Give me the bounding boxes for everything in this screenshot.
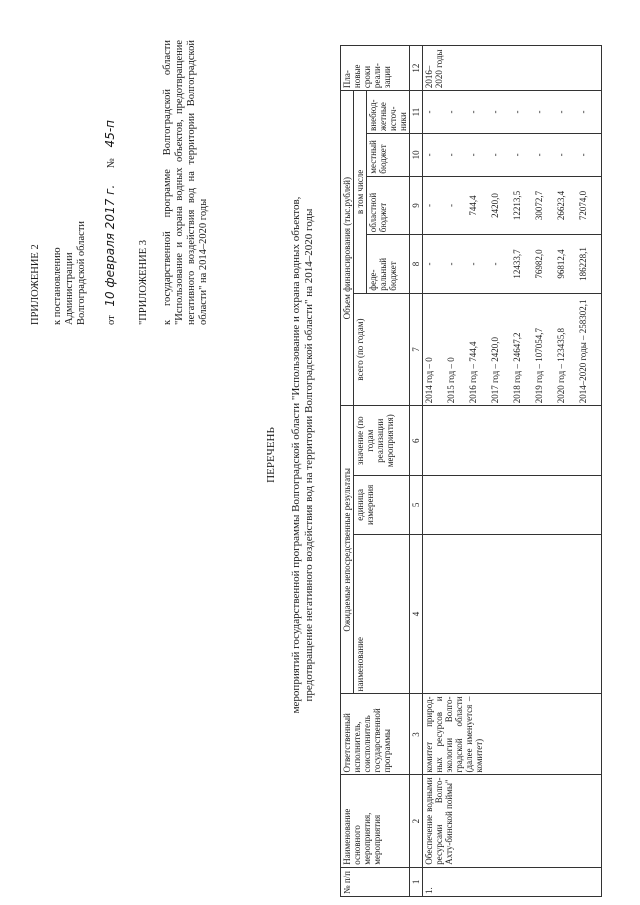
row-federal (423, 235, 602, 294)
regional-value: 12213,5 (512, 190, 522, 221)
local-value: - (424, 153, 434, 157)
local-value: - (446, 153, 456, 157)
hdr-num: № п/п (341, 867, 410, 896)
col-number: 8 (410, 235, 423, 294)
regional-value: - (446, 203, 456, 207)
federal-value: - (490, 262, 500, 266)
appendix3-title: "ПРИЛОЖЕНИЕ 3 (138, 239, 149, 325)
regional-value: 72074,0 (578, 190, 588, 221)
regional-value: 2420,0 (490, 193, 500, 218)
local-value: - (490, 153, 500, 157)
appendix-line1: к постановлению (52, 247, 63, 325)
date-value: 10 февраля 2017 г. (103, 184, 117, 307)
off-value: - (534, 110, 544, 114)
hdr-name: Наименование основного мероприятия, мероприятия (341, 775, 410, 867)
col-number: 3 (410, 694, 423, 775)
heading-line1: мероприятий государственной программы Волгоградской области "Использование и охрана водных объектов, (290, 196, 302, 714)
off-value: - (468, 110, 478, 114)
col-number: 4 (410, 534, 423, 694)
appendix-line2: Администрации (64, 252, 75, 325)
hdr-including: в том числе (354, 91, 367, 294)
local-value: - (556, 153, 566, 157)
col-number: 1 (410, 867, 423, 896)
total-line: 2014–2020 годы – 258302,1 (578, 299, 588, 404)
row-local (423, 133, 602, 176)
row-regional (423, 176, 602, 235)
hdr-federal: феде-ральный бюджет (367, 235, 410, 294)
row-executor: комитет природ-ных ресурсов и экологии Волго-градской области (далее именуется – комитет) (423, 694, 602, 775)
federal-value: - (424, 262, 434, 266)
local-value: - (578, 153, 588, 157)
off-value: - (578, 110, 588, 114)
page-title: ПЕРЕЧЕНЬ (265, 427, 277, 483)
col-number: 7 (410, 293, 423, 406)
local-value: - (468, 153, 478, 157)
appendix-title: ПРИЛОЖЕНИЕ 2 (30, 244, 41, 325)
regional-value: 30072,7 (534, 190, 544, 221)
federal-value: - (468, 262, 478, 266)
regional-value: 26623,4 (556, 190, 566, 221)
total-line: 2014 год – 0 (424, 357, 434, 404)
local-value: - (534, 153, 544, 157)
row-name: Обеспечение водными ресурсами Волго-Ахту-бинской поймы" (423, 775, 602, 867)
hdr-exp-value: значение (по годам реализации мероприятия) (354, 406, 410, 476)
col-number: 10 (410, 133, 423, 176)
column-number-row (410, 46, 423, 897)
col-number: 6 (410, 406, 423, 476)
off-value: - (424, 110, 434, 114)
total-line: 2018 год – 24647,2 (512, 332, 522, 404)
federal-value: - (446, 262, 456, 266)
appendix-line3: Волгоградской области (76, 220, 87, 325)
row-exp-name (423, 534, 602, 694)
row-exp-unit (423, 476, 602, 535)
num-label: № (106, 158, 117, 169)
hdr-funding: Объем финансирования (тыс.рублей) (341, 91, 354, 406)
hdr-exp-name: наименование (354, 534, 410, 694)
total-line: 2015 год – 0 (446, 357, 456, 404)
table-row (423, 46, 602, 897)
col-number: 2 (410, 775, 423, 867)
hdr-local: местный бюджет (367, 133, 410, 176)
row-offbudget (423, 91, 602, 134)
total-line: 2019 год – 107054,7 (534, 328, 544, 404)
hdr-total: всего (по годам) (354, 293, 410, 406)
hdr-exp-unit: единица измерения (354, 476, 410, 535)
row-total (423, 293, 602, 406)
row-num: 1. (423, 867, 602, 896)
hdr-offbudget: внебюд-жетные источ-ники (367, 91, 410, 134)
header-row-1 (341, 46, 354, 897)
federal-value: 96812,4 (556, 249, 566, 279)
hdr-regional: областной бюджет (367, 176, 410, 235)
federal-value: 76982,0 (534, 249, 544, 279)
total-line: 2020 год – 123435,8 (556, 328, 566, 404)
appendix3-text: к государственной программе Волгоградской области "Использование и охрана водных объектов, предотвращение негативного воздействия вод на территории Волгоградской области" на 2014–2020 годы (162, 40, 209, 325)
federal-value: 12433,7 (512, 249, 522, 279)
total-line: 2017 год – 2420,0 (490, 337, 500, 404)
measures-table (340, 45, 602, 897)
date-prefix: от (106, 315, 117, 325)
off-value: - (556, 110, 566, 114)
heading-line2: предотвращение негативного воздействия вод на территории Волгоградской области" на 2014–2020 годы (303, 208, 315, 702)
row-exp-value (423, 406, 602, 476)
num-value: 45-п (103, 119, 117, 148)
total-line: 2016 год – 744,4 (468, 341, 478, 404)
regional-value: - (424, 203, 434, 207)
local-value: - (512, 153, 522, 157)
off-value: - (446, 110, 456, 114)
regional-value: 744,4 (468, 195, 478, 216)
hdr-terms: Пла-новые сроки реали-зации (341, 46, 410, 91)
off-value: - (512, 110, 522, 114)
hdr-executor: Ответственный исполнитель, соисполнитель государственной программы (341, 694, 410, 775)
hdr-expected: Ожидаемые непосредственные результаты (341, 406, 354, 694)
col-number: 12 (410, 46, 423, 91)
appendix-date-line (104, 120, 118, 325)
off-value: - (490, 110, 500, 114)
col-number: 11 (410, 91, 423, 134)
col-number: 9 (410, 176, 423, 235)
row-terms: 2016–2020 годы (423, 46, 602, 91)
federal-value: 186228,1 (578, 247, 588, 281)
col-number: 5 (410, 476, 423, 535)
